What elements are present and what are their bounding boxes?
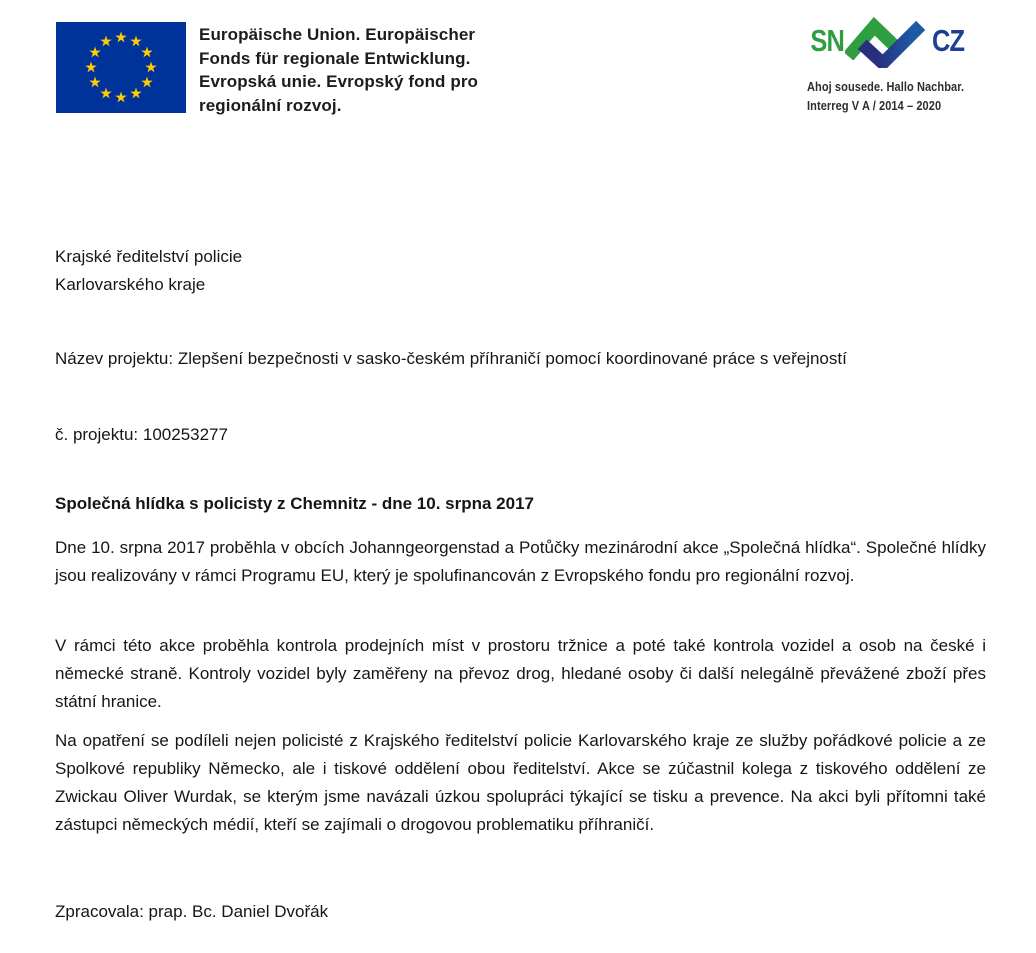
addressee-line-2: Karlovarského kraje [55, 275, 206, 294]
signature-line: Zpracovala: prap. Bc. Daniel Dvořák [55, 902, 329, 921]
eu-text-line: Fonds für regionale Entwicklung. [199, 48, 471, 68]
sn-cz-mark-icon [845, 12, 931, 68]
cz-label: CZ [932, 22, 965, 58]
addressee-line-1: Krajské ředitelství policie [55, 247, 243, 266]
paragraph: Dne 10. srpna 2017 proběhla v obcích Johanngeorgenstad a Potůčky mezinárodní akce „Společná hlídka“. Společné hlídky jsou realizovány v rámci Programu EU, který je spolufinancován z Evropského fondu pro regionální rozvoj. [55, 538, 986, 585]
paragraph: Na opatření se podíleli nejen policisté z Krajského ředitelství policie Karlovarského kraje ze služby pořádkové policie a ze Spolkové republiky Německo, ale i tiskové oddělení obou ředitelství. Akce se zúčastnil kolega z tiskového oddělení ze Zwickau Oliver Wurdak, se kterým jsme navázali úzkou spolupráci týkající se tisku a prevence. Na akci byli přítomni také zástupci německých médií, kteří se zajímali o drogovou problematiku příhraničí. [55, 731, 986, 834]
eu-flag-icon [56, 22, 186, 113]
eu-text-line: regionální rozvoj. [199, 95, 342, 115]
eu-text-line: Europäische Union. Europäischer [199, 25, 476, 44]
article-heading: Společná hlídka s policisty z Chemnitz - dne 10. srpna 2017 [55, 494, 534, 513]
tagline-line-2: Interreg V A / 2014 – 2020 [807, 99, 942, 113]
paragraph: V rámci této akce proběhla kontrola prodejních míst v prostoru tržnice a poté také kontrola vozidel a osob na české i německé straně. Kontroly vozidel byly zaměřeny na převoz drog, hledané osoby či další nelegálně převážené zboží přes státní hranice. [55, 636, 986, 711]
sn-cz-logo-row [803, 12, 973, 68]
sn-cz-interreg-logo [803, 12, 973, 116]
eu-text-line: Evropská unie. Evropský fond pro [199, 72, 479, 91]
tagline-line-1: Ahoj sousede. Hallo Nachbar. [807, 80, 965, 94]
addressee-block [55, 243, 986, 299]
project-number: č. projektu: 100253277 [55, 425, 228, 444]
sn-label: SN [810, 22, 845, 58]
eu-funding-logo [56, 22, 478, 117]
eu-funding-text [199, 23, 478, 117]
interreg-tagline [807, 78, 965, 116]
project-name: Název projektu: Zlepšení bezpečnosti v sasko-českém příhraničí pomocí koordinované práce s veřejností [55, 349, 847, 368]
